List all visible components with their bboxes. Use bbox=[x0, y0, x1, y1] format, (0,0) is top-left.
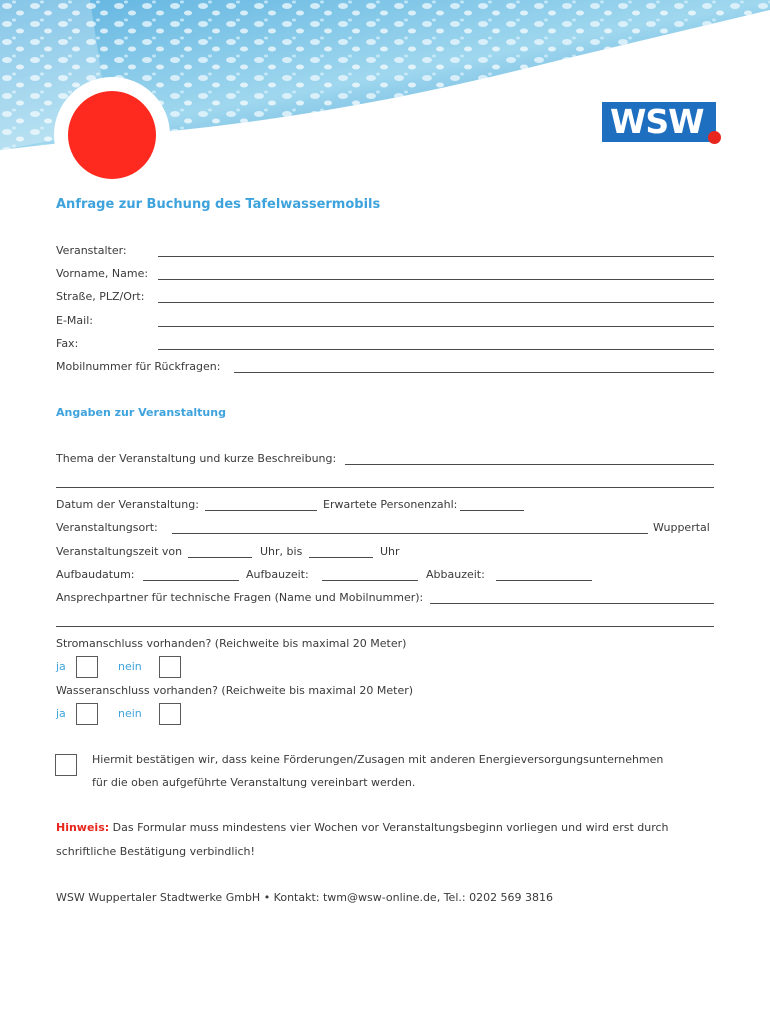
wasser-ja-checkbox[interactable] bbox=[76, 703, 98, 725]
field-zeit-bis[interactable] bbox=[309, 557, 373, 558]
strom-question: Stromanschluss vorhanden? (Reichweite bis maximal 20 Meter) bbox=[56, 637, 407, 650]
label-name: Vorname, Name: bbox=[56, 267, 149, 280]
wasser-ja-label: ja bbox=[56, 707, 66, 720]
field-aufbaudatum[interactable] bbox=[143, 580, 239, 581]
label-uhr: Uhr bbox=[380, 545, 400, 558]
strom-nein-label: nein bbox=[118, 660, 142, 673]
field-personen[interactable] bbox=[460, 510, 524, 511]
footer-contact: WSW Wuppertaler Stadtwerke GmbH • Kontakt: twm@wsw-online.de, Tel.: 0202 569 3816 bbox=[56, 891, 554, 904]
field-abbauzeit[interactable] bbox=[496, 580, 592, 581]
label-mobil: Mobilnummer für Rückfragen: bbox=[56, 360, 221, 373]
water-header-image bbox=[0, 0, 770, 200]
confirm-checkbox[interactable] bbox=[55, 754, 77, 776]
label-fax: Fax: bbox=[56, 337, 79, 350]
field-thema-line2[interactable] bbox=[56, 487, 714, 488]
label-ort: Veranstaltungsort: bbox=[56, 521, 158, 534]
label-personen: Erwartete Personenzahl: bbox=[323, 498, 458, 511]
field-mobil[interactable] bbox=[234, 372, 714, 373]
strom-ja-checkbox[interactable] bbox=[76, 656, 98, 678]
field-ort[interactable] bbox=[172, 533, 648, 534]
logo-dot bbox=[708, 131, 721, 144]
label-zeit-von: Veranstaltungszeit von bbox=[56, 545, 183, 558]
wasser-nein-checkbox[interactable] bbox=[159, 703, 181, 725]
strom-ja-label: ja bbox=[56, 660, 66, 673]
hint-line1 bbox=[56, 821, 669, 835]
label-aufbauzeit: Aufbauzeit: bbox=[246, 568, 309, 581]
wasser-question: Wasseranschluss vorhanden? (Reichweite bis maximal 20 Meter) bbox=[56, 684, 414, 697]
confirm-text-line1: Hiermit bestätigen wir, dass keine Förderungen/Zusagen mit anderen Energieversorgungsunternehmen bbox=[92, 753, 664, 766]
wasser-nein-label: nein bbox=[118, 707, 142, 720]
confirm-text-line2: für die oben aufgeführte Veranstaltung vereinbart werden. bbox=[92, 776, 416, 789]
field-email[interactable] bbox=[158, 326, 714, 327]
label-veranstalter: Veranstalter: bbox=[56, 244, 127, 257]
label-strasse: Straße, PLZ/Ort: bbox=[56, 290, 145, 303]
label-uhr-bis: Uhr, bis bbox=[260, 545, 303, 558]
strom-nein-checkbox[interactable] bbox=[159, 656, 181, 678]
label-email: E-Mail: bbox=[56, 314, 93, 327]
label-ort-suffix: Wuppertal bbox=[653, 521, 710, 534]
field-thema[interactable] bbox=[345, 464, 714, 465]
field-fax[interactable] bbox=[158, 349, 714, 350]
label-abbauzeit: Abbauzeit: bbox=[426, 568, 485, 581]
field-datum[interactable] bbox=[205, 510, 317, 511]
section-title: Angaben zur Veranstaltung bbox=[56, 406, 226, 419]
form-title: Anfrage zur Buchung des Tafelwassermobils bbox=[56, 197, 381, 212]
field-ansprech-line2[interactable] bbox=[56, 626, 714, 627]
field-zeit-von[interactable] bbox=[188, 557, 252, 558]
label-aufbaudatum: Aufbaudatum: bbox=[56, 568, 135, 581]
field-veranstalter[interactable] bbox=[158, 256, 714, 257]
wsw-logo: WSW bbox=[602, 102, 716, 142]
label-thema: Thema der Veranstaltung und kurze Beschreibung: bbox=[56, 452, 337, 465]
hint-label: Hinweis: bbox=[56, 821, 110, 834]
field-name[interactable] bbox=[158, 279, 714, 280]
hint-line2: schriftliche Bestätigung verbindlich! bbox=[56, 845, 255, 858]
field-ansprech[interactable] bbox=[430, 603, 714, 604]
field-aufbauzeit[interactable] bbox=[322, 580, 418, 581]
label-ansprech: Ansprechpartner für technische Fragen (Name und Mobilnummer): bbox=[56, 591, 424, 604]
hint-text: Das Formular muss mindestens vier Wochen vor Veranstaltungsbeginn vorliegen und wird erst durch bbox=[112, 821, 669, 834]
field-strasse[interactable] bbox=[158, 302, 714, 303]
label-datum: Datum der Veranstaltung: bbox=[56, 498, 199, 511]
